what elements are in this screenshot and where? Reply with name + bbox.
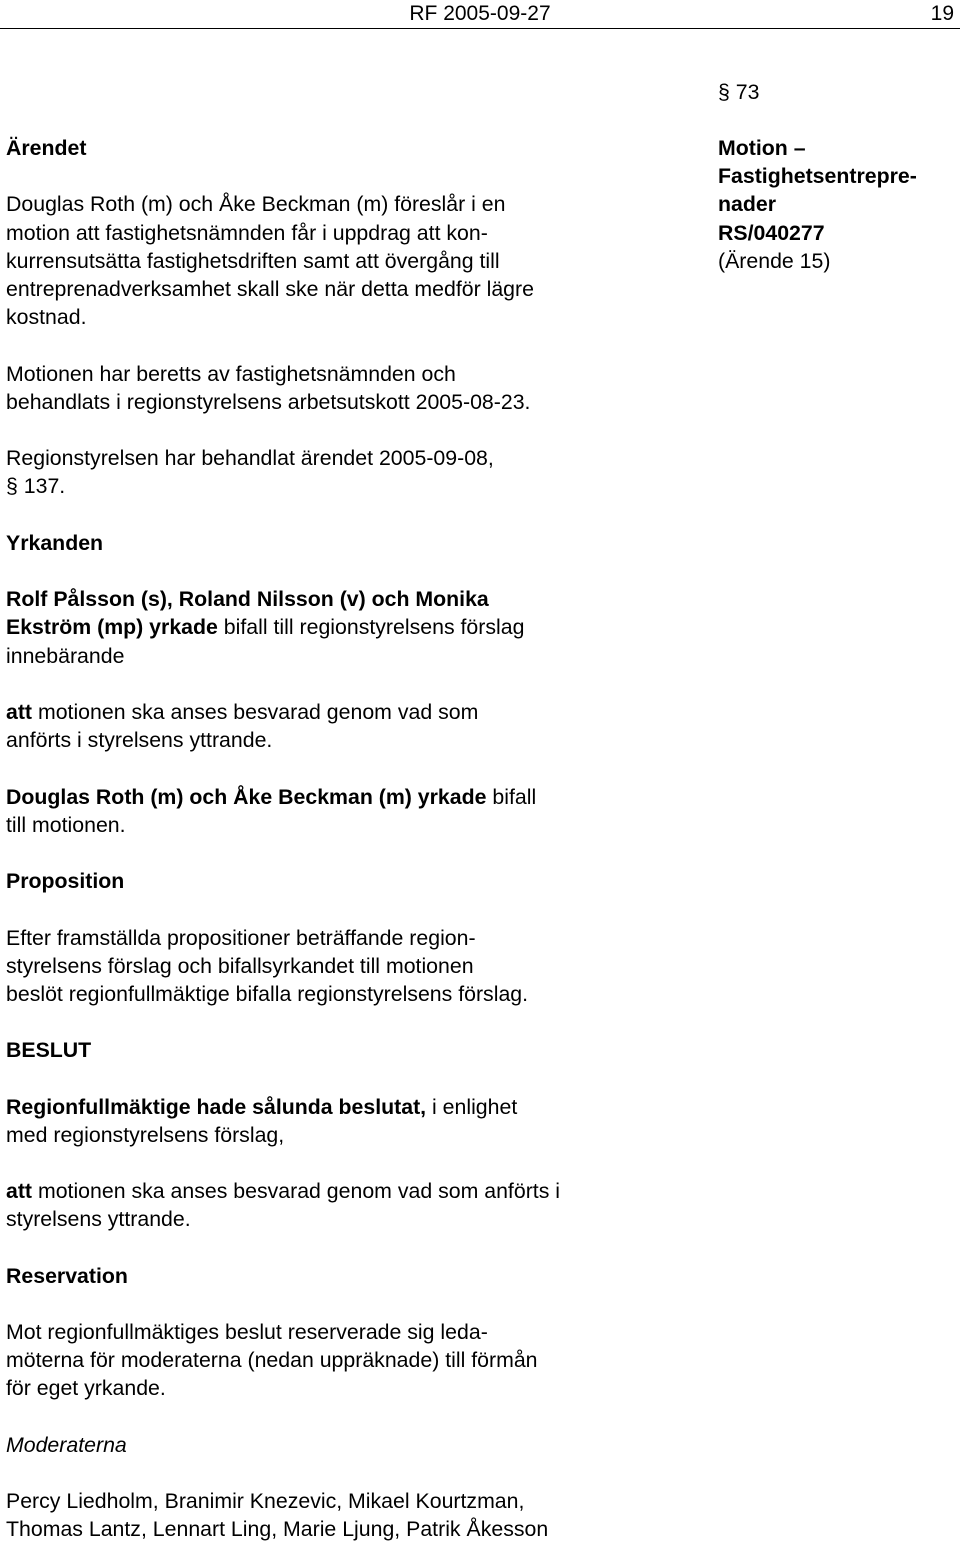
section-heading-yrkanden: Yrkanden [6,531,104,555]
arendet-para1-line2: motion att fastighetsnämnden får i uppdrag att kon- [6,221,488,245]
att-keyword: att [6,1179,33,1203]
yrkanden-p3-line2: till motionen. [6,813,126,837]
sidebar-title-line-1: Motion – [718,136,806,160]
reservation-line1: Mot regionfullmäktiges beslut reserverade sig leda- [6,1320,488,1344]
section-heading-beslut: BESLUT [6,1038,92,1062]
yrkanden-p1-bold1: Rolf Pålsson (s), Roland Nilsson (v) och Monika [6,587,489,611]
reservation-line3: för eget yrkande. [6,1376,166,1400]
yrkanden-p3-bold: Douglas Roth (m) och Åke Beckman (m) yrkade [6,785,487,809]
members-line2: Thomas Lantz, Lennart Ling, Marie Ljung, Patrik Åkesson [6,1517,549,1541]
arendet-para2-line2: behandlats i regionstyrelsens arbetsutskott 2005-08-23. [6,390,531,414]
yrkanden-p1-bold2: Ekström (mp) yrkade [6,615,218,639]
beslut-p1-line2: med regionstyrelsens förslag, [6,1123,285,1147]
arendet-para1-line4: entreprenadverksamhet skall ske när detta medför lägre [6,277,534,301]
arendet-para3-line1: Regionstyrelsen har behandlat ärendet 2005-09-08, [6,446,494,470]
yrkanden-p1-rest2: bifall till regionstyrelsens förslag [217,615,525,639]
arendet-para3-line2: § 137. [6,474,66,498]
yrkanden-p3-line1 [6,783,536,811]
beslut-p1-bold: Regionfullmäktige hade sålunda beslutat, [6,1095,427,1119]
document-id: RF 2005-09-27 [409,2,551,25]
yrkanden-p3-rest: bifall [486,785,537,809]
yrkanden-p2-rest1: motionen ska anses besvarad genom vad som [32,700,479,724]
section-heading-arendet: Ärendet [6,136,87,160]
beslut-p1-line1 [6,1093,517,1121]
page-header [0,0,960,29]
paragraph-number: § 73 [718,80,760,104]
yrkanden-p2-line1 [6,698,478,726]
yrkanden-p1-line2 [6,613,524,641]
att-keyword: att [6,700,33,724]
arendet-para2-line1: Motionen har beretts av fastighetsnämnden och [6,362,456,386]
item-reference: (Ärende 15) [718,249,831,273]
members-line1: Percy Liedholm, Branimir Knezevic, Mikael Kourtzman, [6,1489,525,1513]
reservation-line2: möterna för moderaterna (nedan uppräknade) till förmån [6,1348,538,1372]
arendet-para1-line1: Douglas Roth (m) och Åke Beckman (m) föreslår i en [6,192,506,216]
yrkanden-p1-line1 [6,585,489,613]
proposition-line1: Efter framställda propositioner beträffande region- [6,926,476,950]
beslut-p2-line1 [6,1177,560,1205]
section-heading-proposition: Proposition [6,869,125,893]
proposition-line3: beslöt regionfullmäktige bifalla regionstyrelsens förslag. [6,982,529,1006]
yrkanden-p1-line3: innebärande [6,644,125,668]
group-heading-text: Moderaterna [6,1433,127,1457]
proposition-line2: styrelsens förslag och bifallsyrkandet till motionen [6,954,474,978]
beslut-p2-rest: motionen ska anses besvarad genom vad som anförts i [32,1179,561,1203]
arendet-para1-line5: kostnad. [6,305,87,329]
arendet-para1-line3: kurrensutsätta fastighetsdriften samt att övergång till [6,249,500,273]
group-heading-moderaterna [6,1431,127,1459]
section-heading-reservation: Reservation [6,1264,128,1288]
case-number: RS/040277 [718,221,825,245]
sidebar-title-line-2: Fastighetsentrepre- [718,164,917,188]
yrkanden-p2-line2: anförts i styrelsens yttrande. [6,728,273,752]
beslut-p1-rest: i enlighet [426,1095,518,1119]
page-number: 19 [930,2,954,25]
beslut-p2-line2: styrelsens yttrande. [6,1207,191,1231]
sidebar-title-line-3: nader [718,192,776,216]
